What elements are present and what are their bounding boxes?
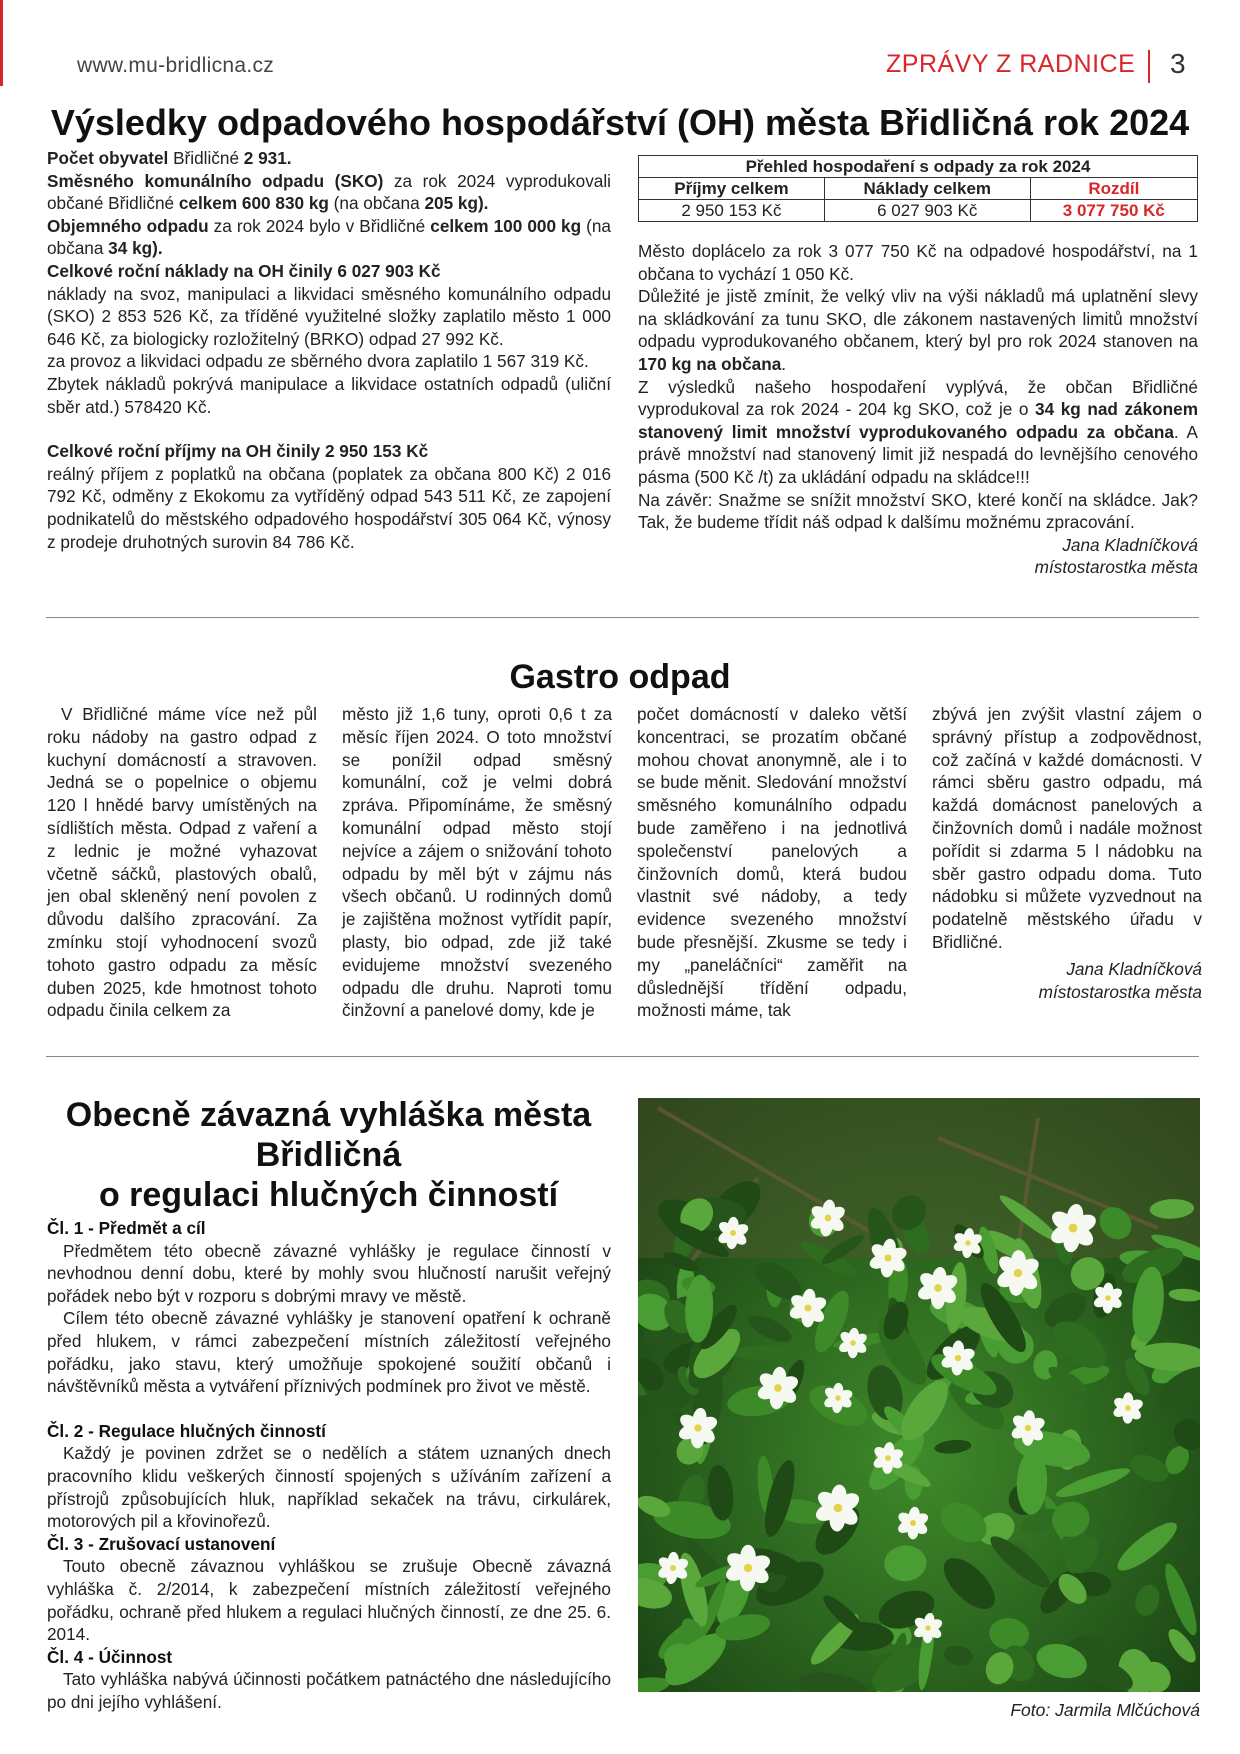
table-header: Náklady celkem	[824, 178, 1030, 200]
regulation-text	[47, 1217, 611, 1713]
text-column: V Břidličné máme více než půl roku nádoby na gastro odpad z kuchyní domácností a stravoven. Jedná se o popelnice o objemu 120 l hnědé barvy umístěných na sídlištích města. Odpad z vaření a z lednic je možné vyhazovat včetně sáčků, plastových obalů, jen obal skleněný není povolen z důvodu dalšího zpracování. Za zmínku stojí vyhodnocení svozů tohoto gastro odpadu za měsíc duben 2025, kde hmotnost tohoto odpadu činila celkem za	[47, 704, 317, 1021]
costs-heading: Celkové roční náklady na OH činily 6 027 903 Kč	[47, 260, 441, 281]
section-heading: Čl. 1 - Předmět a cíl	[47, 1218, 206, 1238]
table-cell: 2 950 153 Kč	[639, 200, 825, 222]
costs-paragraph: Zbytek nákladů pokrývá manipulace a likvidace ostatních odpadů (uliční sběr atd.) 578420 Kč.	[47, 373, 611, 417]
paragraph: Cílem této obecně závazné vyhlášky je stanovení opatření k ochraně před hlukem, v rámci zabezpečení místních záležitostí veřejného pořádku, jako stavu, který umožňuje spokojené soužití občanů i návštěvníků města a vytváření příznivých podmínek pro život ve městě.	[47, 1308, 611, 1397]
photo-credit: Foto: Jarmila Mlčúchová	[1010, 1700, 1200, 1720]
header-divider	[1148, 50, 1150, 83]
table-header: Příjmy celkem	[639, 178, 825, 200]
paragraph: Touto obecně závaznou vyhláškou se zrušuje Obecně závazná vyhláška č. 2/2014, k zabezpečení místních záležitostí veřejného pořádku, ochraně před hlukem a regulaci hlučných činností, ze dne 25. 6. 2014.	[47, 1556, 611, 1645]
signature-name: Jana Kladníčková	[1066, 958, 1202, 979]
paragraph: Předmětem této obecně závazné vyhlášky je regulace činností v nevhodnou denní dobu, které by mohly svou hlučností narušit veřejný pořádek nebo být v rozporu s dobrými mravy ve městě.	[47, 1240, 611, 1306]
page-number: 3	[1170, 48, 1186, 79]
section-heading: Čl. 4 - Účinnost	[47, 1646, 173, 1667]
signature-role: místostarostka města	[1038, 981, 1202, 1002]
accent-bar	[0, 0, 3, 86]
population-paragraph: Počet obyvatel Břidličné 2 931.	[47, 148, 292, 168]
flower-photo	[638, 1098, 1200, 1692]
signature-name: Jana Kladníčková	[1062, 534, 1198, 555]
divider	[46, 1056, 1199, 1057]
budget-table	[638, 155, 1198, 222]
paragraph: Tato vyhláška nabývá účinnosti počátkem patnáctého dne následujícího po dni jejího vyhlášení.	[47, 1669, 611, 1712]
section-name: ZPRÁVY Z RADNICE	[886, 50, 1136, 78]
income-heading: Celkové roční příjmy na OH činily 2 950 153 Kč	[47, 441, 429, 462]
table-header: Rozdíl	[1030, 178, 1197, 200]
article-title: Obecně závazná vyhláška města Břidličná o regulaci hlučných činností	[65, 1096, 592, 1214]
section-heading: Čl. 2 - Regulace hlučných činností	[47, 1420, 326, 1441]
article-title: Výsledky odpadového hospodářství (OH) města Břidličná rok 2024	[50, 102, 1190, 143]
table-cell: 3 077 750 Kč	[1030, 200, 1197, 222]
anemone-image	[638, 1098, 1200, 1692]
table-title: Přehled hospodaření s odpady za rok 2024	[639, 156, 1198, 178]
section-heading: Čl. 3 - Zrušovací ustanovení	[47, 1533, 276, 1554]
paragraph: Důležité je jistě zmínit, že velký vliv na výši nákladů má uplatnění slevy na skládkování za tunu SKO, dle zákonem nastavených limitů množství odpadu vyprodukovaného občanem, který byl pro rok 2024 stanoven na 170 kg na občana.	[638, 286, 1198, 374]
paragraph: Každý je povinen zdržet se o nedělích a státem uznaných dnech pracovního klidu veškerých činností spojených s užíváním zařízení a přístrojů způsobujících hluk, například sekaček na trávu, cirkulárek, motorových pil a křovinořezů.	[47, 1443, 611, 1532]
text-column: počet domácností v daleko větší koncentraci, se prozatím občané mohou chovat anonymně, ale i to se bude měnit. Sledování množství směsného komunálního odpadu bude zaměřeno i na jednotlivá společenství panelových a činžovních domů, která budou vlastnit své nádoby, a tedy evidence svezeného množství bude přesnější. Zkusme se tedy i my „paneláčníci“ zaměřit na důslednější třídění odpadu, možnosti máme, tak	[637, 704, 907, 1021]
income-paragraph: reálný příjem z poplatků na občana (poplatek za občana 800 Kč) 2 016 792 Kč, odměny z Ekokomu za vytříděný odpad 543 511 Kč, ze zapojení podnikatelů do městského odpadového hospodářství 305 064 Kč, výnosy z prodeje druhotných surovin 84 786 Kč.	[47, 463, 611, 552]
article-column-right	[638, 240, 1198, 579]
text-column: město již 1,6 tuny, oproti 0,6 t za měsíc říjen 2024. O toto množství se ponížil odpad směsný komunální, což je velmi dobrá zpráva. Připomínáme, že směsný komunální odpad město stojí nejvíce a zájem o snižování tohoto odpadu by měl být v zájmu nás všech občanů. U rodinných domů je zajištěna možnost vytřídit papír, plasty, bio odpad, zde již také evidujeme množství svezeného odpadu dle druhu. Naproti tomu činžovní a panelové domy, kde je	[342, 704, 612, 1021]
costs-paragraph: náklady na svoz, manipulaci a likvidaci směsného komunálního odpadu (SKO) 2 853 526 Kč, za tříděné využitelné složky zaplatilo město 1 000 646 Kč, za biologicky rozložitelný (BRKO) odpad 27 992 Kč.	[47, 283, 611, 349]
paragraph: Z výsledků našeho hospodaření vyplývá, že občan Břidličné vyprodukoval za rok 2024 - 204 kg SKO, což je o 34 kg nad zákonem stanovený limit množství vyprodukovaného odpadu za občana. A právě množství nad stanovený limit již nespadá do levnějšího cenového pásma (500 Kč /t) za ukládání odpadu na skládce!!!	[638, 376, 1198, 487]
sko-paragraph: Směsného komunálního odpadu (SKO) za rok 2024 vyprodukovali občané Břidličné celkem 600 830 kg (na občana 205 kg).	[47, 170, 611, 214]
paragraph: Město doplácelo za rok 3 077 750 Kč na odpadové hospodářství, na 1 občana to vychází 1 050 Kč.	[638, 241, 1198, 284]
site-url[interactable]: www.mu-bridlicna.cz	[77, 54, 275, 77]
paragraph: Na závěr: Snažme se snížit množství SKO, které končí na skládce. Jak? Tak, že budeme třídit náš odpad k dalšímu možnému zpracování.	[638, 489, 1198, 533]
divider	[46, 617, 1199, 618]
text-column: zbývá jen zvýšit vlastní zájem o správný přístup a zodpovědnost, což začíná v každé domácnosti. V rámci sběru gastro odpadu, má každá domácnost panelových a činžovních domů i nadále možnost pořídit si zdarma 5 l nádobku na sběr gastro odpadu doma. Tuto nádobku si můžete vyzvednout na podatelně městského úřadu v Břidličné. Jana Kladníčková místostarostka města	[932, 704, 1202, 1002]
signature-role: místostarostka města	[1034, 557, 1198, 578]
article-column-left	[47, 147, 611, 553]
table-cell: 6 027 903 Kč	[824, 200, 1030, 222]
article-title: Gastro odpad	[509, 658, 731, 696]
bulky-paragraph: Objemného odpadu za rok 2024 bylo v Břidličné celkem 100 000 kg (na občana 34 kg).	[47, 215, 611, 259]
costs-paragraph: za provoz a likvidaci odpadu ze sběrného dvora zaplatilo 1 567 319 Kč.	[47, 351, 589, 372]
